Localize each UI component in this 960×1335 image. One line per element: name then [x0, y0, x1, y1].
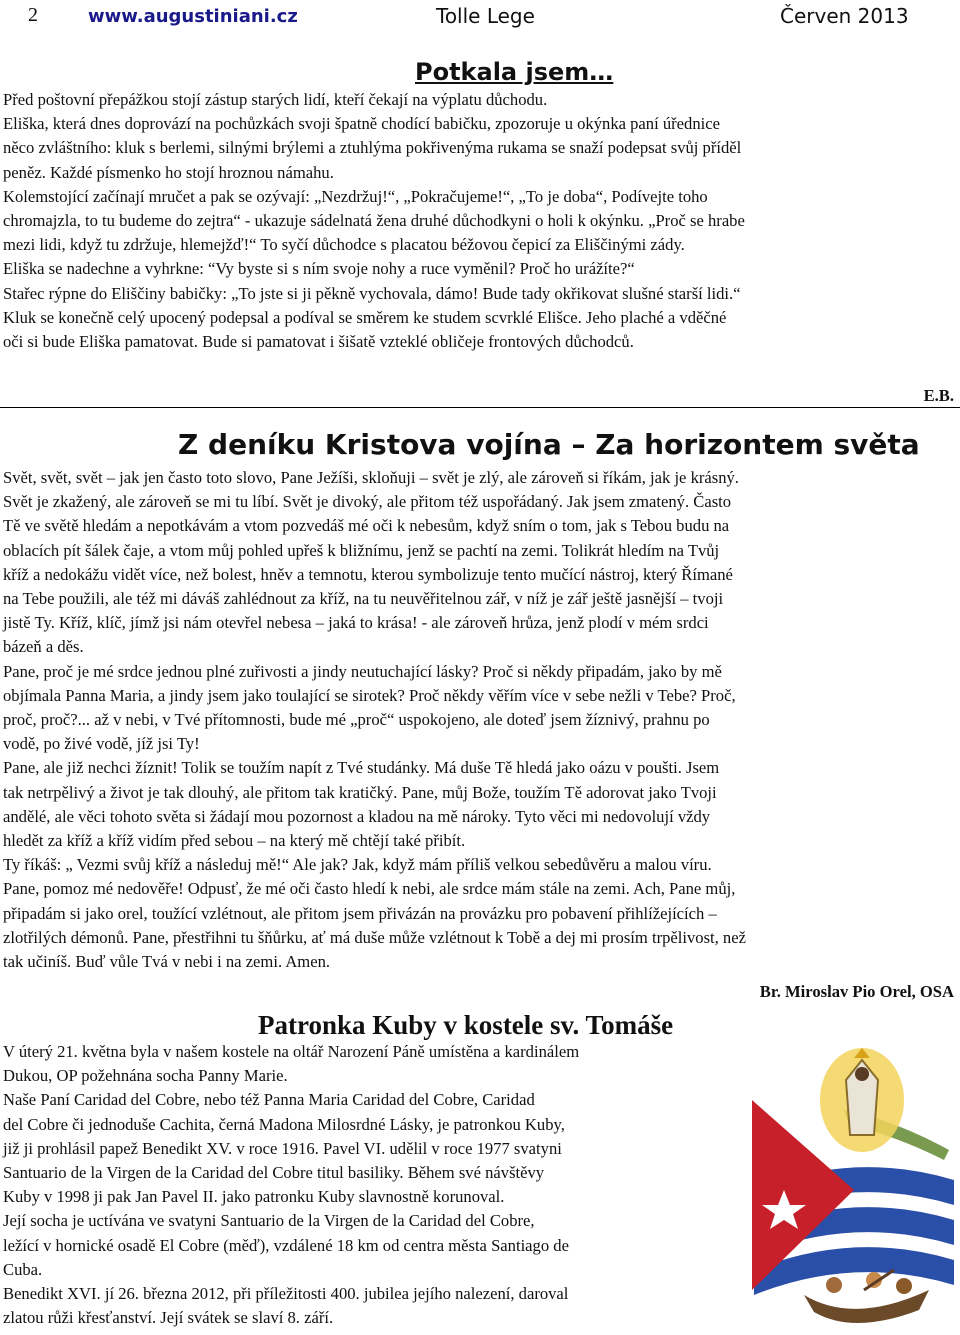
article3-line: zlatou růži křesťanství. Její svátek se slaví 8. září. — [3, 1308, 334, 1328]
article2-line: andělé, ale věci tohoto světa si žádají mou pozornost a kladou na mě nároky. Tyto věci mi nedovolují vždy — [3, 806, 711, 826]
cuban-flag-madonna-icon — [744, 1040, 957, 1330]
article2-line: oblacích pít šálek čaje, a vtom můj pohled upřeš k bližnímu, jenž se pachtí na zemi. Tolikrát hledím na Tvůj — [3, 540, 720, 560]
page-number: 2 — [28, 4, 38, 26]
article3-line: Kuby v 1998 ji pak Jan Pavel II. jako patronku Kuby slavnostně korunoval. — [3, 1187, 505, 1207]
article3-line: Benedikt XVI. jí 26. března 2012, při příležitosti 400. jubilea jejího nalezení, daroval — [3, 1284, 569, 1303]
article1-line: mezi lidi, když tu zdržuje, hlemejžď!“ To syčí důchodce s placatou béžovou čepicí za Eliščinými zády. — [3, 235, 685, 255]
article1-line: chromajzla, to tu budeme do zejtra“ - ukazuje sádelnatá žena druhé důchodkyni o holi k okýnku. „Proč se hrabe — [3, 211, 745, 230]
article1-line: Kluk se konečně celý upocený podepsal a podíval se směrem ke studem scvrklé Elišce. Jeho plaché a vděčné — [3, 307, 727, 327]
article1-signature: E.B. — [923, 386, 954, 405]
virgin-cuba-image — [744, 1040, 957, 1330]
article2-line: na Tebe použili, ale též mi dáváš zahlédnout za kříž, na tu neuvěřitelnou zář, v níž je zář ještě jasnější – tvoji — [3, 589, 724, 608]
article2-line: kříž a nedokážu vidět více, než bolest, hněv a temnotu, kterou symbolizuje tento mučící nástroj, který Římané — [3, 564, 733, 584]
article3-line: Naše Paní Caridad del Cobre, nebo též Panna Maria Caridad del Cobre, Caridad — [3, 1090, 535, 1110]
article2-line: Tě ve světě hledám a nepotkávám a vtom pozvedáš mé oči k nebesům, když sním o tom, jak s Tebou budu na — [3, 516, 730, 536]
article1-line: oči si bude Eliška pamatovat. Bude si pamatovat i šišatě vzteklé obličeje frontových důchodců. — [3, 332, 634, 351]
article2-line: tak netrpělivý a život je tak dlouhý, ale přitom tak kratičký. Pane, můj Bože, toužím Tě adorovat jako Tvoji — [3, 782, 717, 802]
article2-line: objímala Panna Maria, a jindy jsem jako toulající se sirotek? Proč někdy věřím více v sebe nežli v Tebe? Proč, — [3, 685, 736, 705]
article3-line: Cuba. — [3, 1259, 43, 1279]
article2-title: Z deníku Kristova vojína – Za horizontem světa — [178, 428, 920, 461]
article3-title: Patronka Kuby v kostele sv. Tomáše — [258, 1010, 674, 1040]
section-divider — [0, 407, 960, 408]
article2-line: hledět za kříž a kříž vidím před sebou – na který mě chtějí také přibít. — [3, 831, 466, 850]
article3-line: del Cobre či jednoduše Cachita, černá Madona Milosrdné Lásky, je patronkou Kuby, — [3, 1114, 565, 1134]
article2-line: tak učiníš. Buď vůle Tvá v nebi i na zemi. Amen. — [3, 952, 331, 971]
article3-line: Dukou, OP požehnána socha Panny Marie. — [3, 1066, 288, 1086]
article2-line: Svět je zkažený, ale zároveň se mi tu líbí. Svět je divoký, ale přitom též uspořádaný. Jak jsem zmatený. Často — [3, 492, 732, 512]
article2-line: vodě, po živé vodě, jíž jsi Ty! — [3, 734, 200, 754]
issue-date: Červen 2013 — [780, 4, 909, 28]
article2-signature: Br. Miroslav Pio Orel, OSA — [759, 982, 954, 1001]
article2-line: Pane, proč je mé srdce jednou plné zuřivosti a jindy neutuchající lásky? Proč si někdy připadám, jako by mě — [3, 661, 722, 681]
article1-line: Kolemstojící začínají mručet a pak se ozývají: „Nezdržuj!“, „Pokračujeme!“, „To je doba“, Podívejte toho — [3, 186, 708, 206]
article1-line: peněz. Každé písmenko ho stojí hroznou námahu. — [3, 162, 334, 182]
article2-line: připadám si jako orel, toužící vzlétnout, ale přitom jsem přivázán na provázku pro pobavení přihlížejících – — [3, 903, 717, 923]
article3-line: již ji prohlásil papež Benedikt XV. v roce 1916. Pavel VI. udělil v roce 1977 svatyni — [3, 1138, 562, 1158]
article1-line: něco zvláštního: kluk s berlemi, silnými brýlemi a ztuhlýma pokřivenýma rukama se snaží podepsat svůj příděl — [3, 138, 742, 158]
article1-line: Před poštovní přepážkou stojí zástup starých lidí, kteří čekají na výplatu důchodu. — [3, 90, 548, 109]
page-header — [0, 2, 960, 32]
article2-line: bázeň a děs. — [3, 637, 84, 657]
article2-line: Ty říkáš: „ Vezmi svůj kříž a následuj mě!“ Ale jak? Jak, když mám příliš velkou sebedůvěru a malou víru. — [3, 855, 712, 875]
article2-line: Pane, ale již nechci žíznit! Tolik se toužím napít z Tvé studánky. Má duše Tě hledá jako oázu v poušti. Jsem — [3, 758, 720, 778]
article2-line: jistě Ty. Kříž, klíč, jímž jsi nám otevřel nebesa – jaká to krása! - ale zároveň hrůza, jenž plodí v mém srdci — [3, 613, 709, 633]
publication-title: Tolle Lege — [436, 4, 535, 28]
article3-line: Její socha je uctívána ve svatyni Santuario de la Virgen de la Caridad del Cobre, — [3, 1211, 535, 1231]
article2-line: proč, proč?... až v nebi, v Tvé přítomnosti, bude mé „proč“ uspokojeno, ale doteď jsem žíznivý, prahnu po — [3, 710, 710, 729]
article3-line: ležící v hornické osadě El Cobre (měď), vzdálené 18 km od centra města Santiago de — [3, 1235, 569, 1255]
article2-line: zlotřilých démonů. Pane, přestřihni tu šňůrku, ať má duše může vzlétnout k Tobě a dej mi prosím trpělivost, než — [3, 927, 746, 947]
article1-line: Stařec rýpne do Eliščiny babičky: „To jste si ji pěkně vychovala, dámo! Bude tady okřikovat slušné starší lidi.“ — [3, 283, 741, 303]
article1-line: Eliška, která dnes doprovází na pochůzkách svoji špatně chodící babičku, zpozoruje u okýnka paní úřednice — [3, 114, 720, 134]
article2-line: Svět, svět, svět – jak jen často toto slovo, Pane Ježíši, skloňuji – svět je zlý, ale zároveň si říkám, jak je krásný. — [3, 468, 739, 487]
website-link[interactable]: www.augustiniani.cz — [88, 6, 298, 27]
article3-line: V úterý 21. května byla v našem kostele na oltář Narození Páně umístěna a kardinálem — [3, 1042, 580, 1061]
article1-line: Eliška se nadechne a vyhrkne: “Vy byste si s ním svoje nohy a ruce vyměnil? Proč ho urážíte?“ — [3, 259, 635, 279]
article3-line: Santuario de la Virgen de la Caridad del Cobre titul basiliky. Během své návštěvy — [3, 1163, 545, 1182]
article1-title: Potkala jsem… — [415, 58, 614, 86]
article2-line: Pane, pomoz mé nedověře! Odpusť, že mé oči často hledí k nebi, ale srdce mám stále na zemi. Ach, Pane můj, — [3, 879, 736, 899]
